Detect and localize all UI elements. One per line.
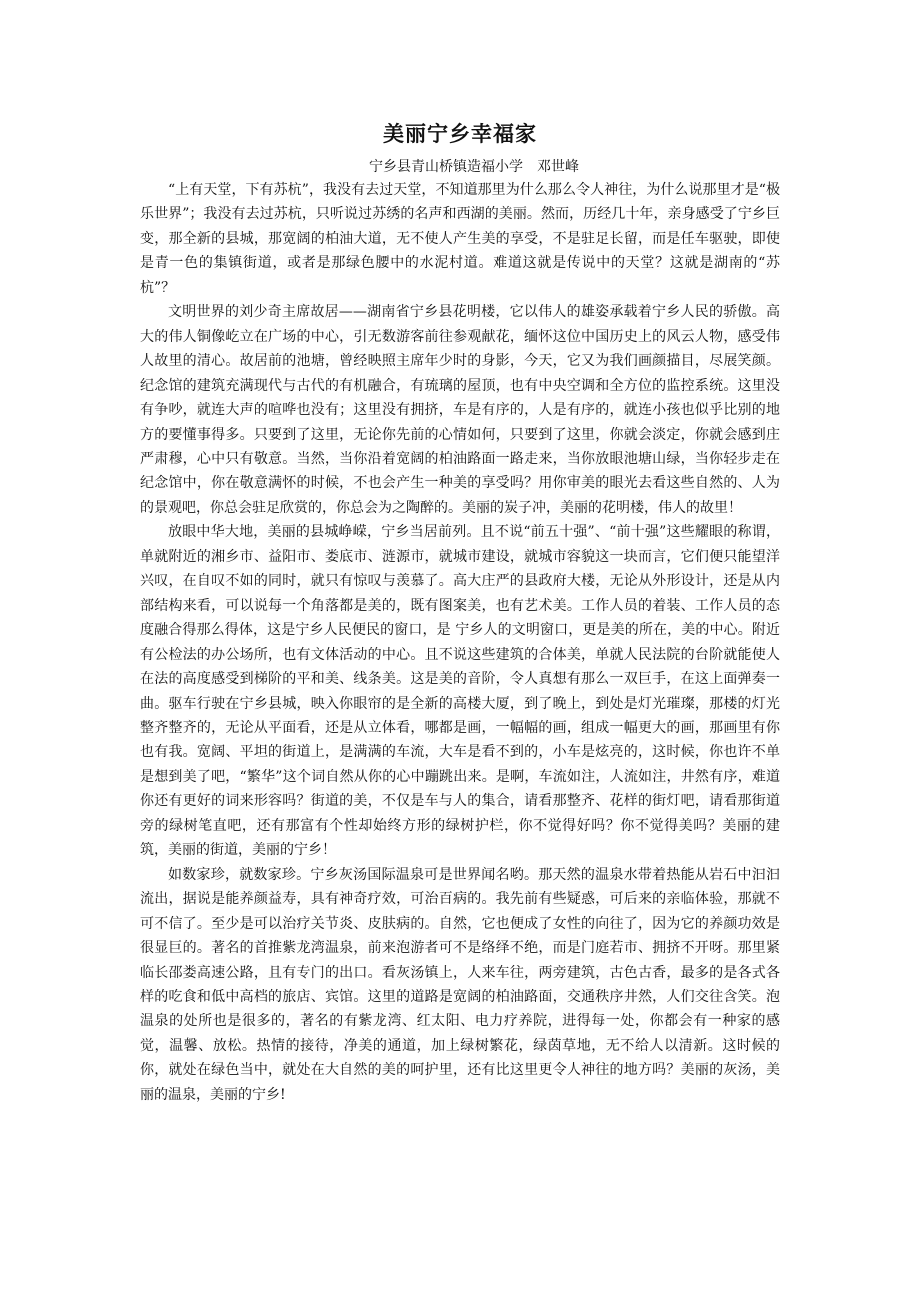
paragraph-1: “上有天堂，下有苏杭”，我没有去过天堂，不知道那里为什么那么令人神往，为什么说那里才是“极乐世界”；我没有去过苏杭，只听说过苏绣的名声和西湖的美丽。然而，历经几十年，亲身感受了宁乡巨变，那全新的县城，那宽阔的柏油大道，无不使人产生美的享受，不是驻足长留，而是任车驱驶，即使是青一色的集镇街道，或者是那绿色腰中的水泥村道。难道这就是传说中的天堂？这就是湖南的“苏杭”？ [140,182,780,296]
author-byline: 宁乡县青山桥镇造福小学 邓世峰 [369,159,579,175]
document-page [140,118,780,1107]
paragraph-4: 如数家珍，就数家珍。宁乡灰汤国际温泉可是世界闻名哟。那天然的温泉水带着热能从岩石中汩汩流出，据说是能养颜益寿，具有神奇疗效，可治百病的。我先前有些疑惑，可后来的亲临体验，那就不可不信了。至少是可以治疗关节炎、皮肤病的。自然，它也便成了女性的向往了，因为它的养颜功效是很显巨的。著名的首推紫龙湾温泉，前来泡游者可不是络绎不绝，而是门庭若市、拥挤不开呀。那里紧临长邵娄高速公路，且有专门的出口。看灰汤镇上，人来车往，两旁建筑，古色古香，最多的是各式各样的吃食和低中高档的旅店、宾馆。这里的道路是宽阔的柏油路面，交通秩序井然，人们交往含笑。泡温泉的处所也是很多的，著名的有紫龙湾、红太阳、电力疗养院，进得每一处，你都会有一种家的感觉，温馨、放松。热情的接待，净美的通道，加上绿树繁花，绿茵草地，无不给人以清新。这时候的你，就处在绿色当中，就处在大自然的美的呵护里，还有比这里更令人神往的地方吗？美丽的灰汤，美丽的温泉，美丽的宁乡! [140,866,780,1103]
document-title: 美丽宁乡幸福家 [383,121,537,146]
paragraph-2: 文明世界的刘少奇主席故居——湖南省宁乡县花明楼，它以伟人的雄姿承载着宁乡人民的骄傲。高大的伟人铜像屹立在广场的中心，引无数游客前往参观献花，缅怀这位中国历史上的风云人物，感受伟人故里的清心。故居前的池塘，曾经映照主席年少时的身影，今天，它又为我们画颜描目，尽展笑颜。纪念馆的建筑充满现代与古代的有机融合，有琉璃的屋顶，也有中央空调和全方位的监控系统。这里没有争吵，就连大声的喧哗也没有；这里没有拥挤，车是有序的，人是有序的，就连小孩也似乎比别的地方的要懂事得多。只要到了这里，无论你先前的心情如何，只要到了这里，你就会淡定，你就会感到庄严肃穆，心中只有敬意。当然，当你沿着宽阔的柏油路面一路走来，当你放眼池塘山绿，当你轻步走在纪念馆中，你在敬意满怀的时候，不也会产生一种美的享受吗？用你审美的眼光去看这些自然的、人为的景观吧，你总会驻足欣赏的，你总会为之陶醉的。美丽的炭子冲，美丽的花明楼，伟人的故里！ [140,304,780,516]
paragraph-3: 放眼中华大地，美丽的县城峥嵘，宁乡当居前列。且不说“前五十强”、“前十强”这些耀眼的称谓，单就附近的湘乡市、益阳市、娄底市、涟源市，就城市建设，就城市容貌这一块而言，它们便只能望洋兴叹，在自叹不如的同时，就只有惊叹与羡慕了。高大庄严的县政府大楼，无论从外形设计，还是从内部结构来看，可以说每一个角落都是美的，既有图案美，也有艺术美。工作人员的着装、工作人员的态度融合得那么得体，这是宁乡人民便民的窗口，是 宁乡人的文明窗口，更是美的所在，美的中心。附近有公检法的办公场所，也有文体活动的中心。且不说这些建筑的合体美，单就人民法院的台阶就能使人在法的高度感受到梯阶的平和美、线条美。这是美的音阶，令人真想有那么一双巨手，在这上面弹奏一曲。驱车行驶在宁乡县城，映入你眼帘的是全新的高楼大厦，到了晚上，到处是灯光璀璨，那楼的灯光整齐整齐的，无论从平面看，还是从立体看，哪都是画，一幅幅的画，组成一幅更大的画，那画里有你也有我。宽阔、平坦的街道上，是满满的车流，大车是看不到的，小车是炫亮的，这时候，你也许不单是想到美了吧，“繁华”这个词自然从你的心中蹦跳出来。是啊，车流如注，人流如注，井然有序，难道你还有更好的词来形容吗？街道的美，不仅是车与人的集合，请看那整齐、花样的街灯吧，请看那街道旁的绿树笔直吧，还有那富有个性却始终方形的绿树护栏，你不觉得好吗？你不觉得美吗？美丽的建筑，美丽的街道，美丽的宁乡！ [140,524,780,859]
